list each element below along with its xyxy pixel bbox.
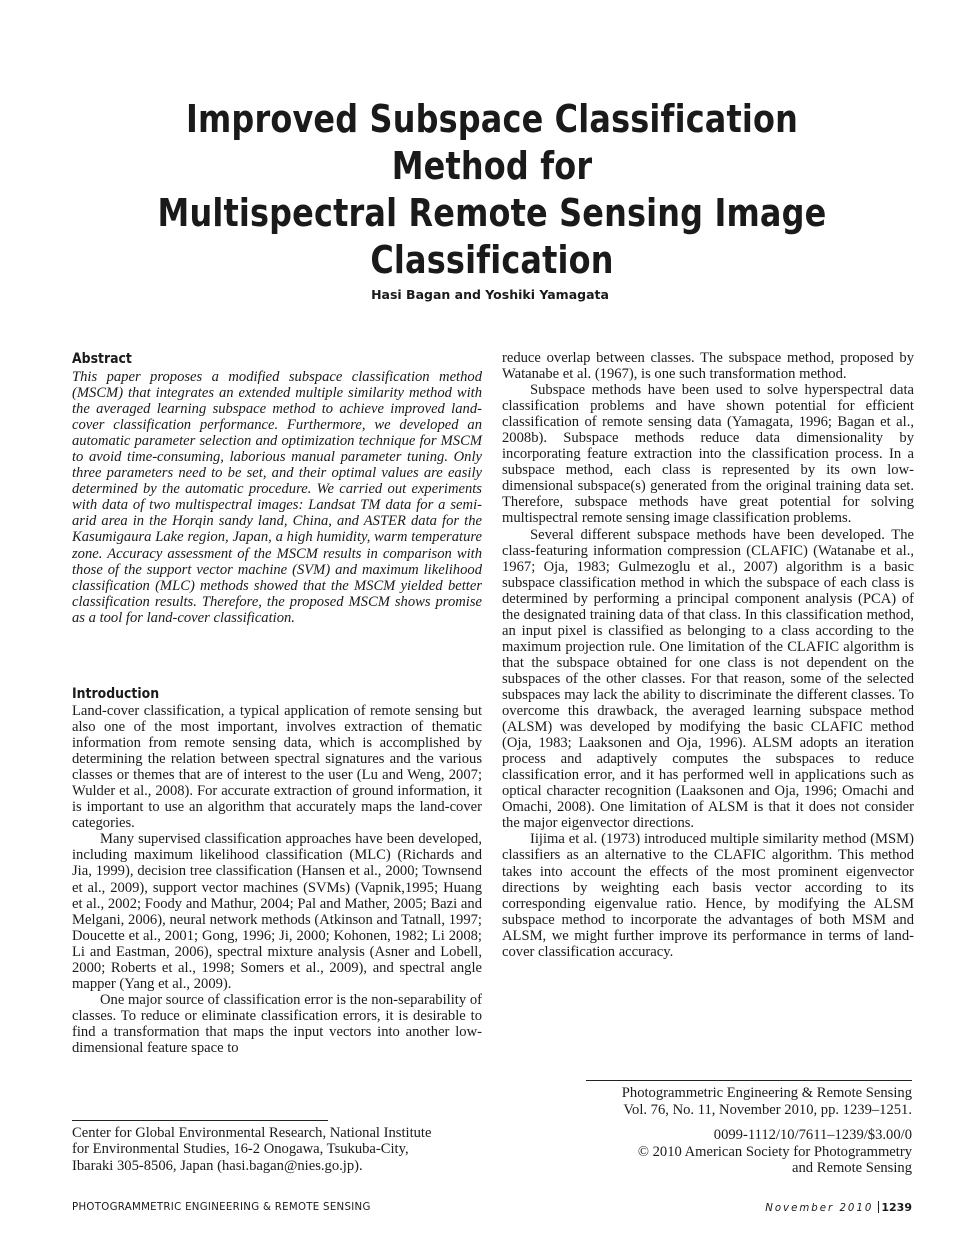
body-paragraph: reduce overlap between classes. The subspace method, proposed by Watanabe et al. (1967), is one such transformation method. [502,350,914,383]
journal-rights-line: © 2010 American Society for Photogrammetry [637,1143,912,1160]
title-line: Classification [370,238,614,282]
title-line: Multispectral Remote Sensing Image [157,191,827,235]
abstract-heading: Abstract [72,351,132,367]
journal-citation-line: Photogrammetric Engineering & Remote Sensing [621,1085,912,1101]
page-number: 1239 [881,1201,912,1214]
footnote-line: for Environmental Studies, 16-2 Onogawa, Tsukuba-City, [72,1141,409,1158]
footer-journal-name: PHOTOGRAMMETRIC ENGINEERING & REMOTE SENSING [72,1202,371,1213]
affiliation-footnote [72,1125,482,1174]
footnote-line: Center for Global Environmental Research, National Institute [72,1125,432,1141]
body-paragraph: One major source of classification error is the non-separability of classes. To reduce or eliminate classification errors, it is desirable to find a transformation that maps the input vectors into another low-dimensional feature space to [72,991,482,1056]
footer-month: November 2010 [765,1203,874,1214]
introduction-text [72,703,482,1056]
journal-rights-line: and Remote Sensing [792,1160,912,1177]
body-paragraph: Subspace methods have been used to solve hyperspectral data classification problems and have shown potential for efficient classification of remote sensing data (Yamagata, 1996; Bagan et al., 2008b). Subspace methods reduce data dimensionality by incorporating feature extraction into the classification process. In a subspace method, each class is represented by its own low-dimensional subspace(s) generated from the original training data set. Therefore, subspace methods have great potential for solving multispectral remote sensing image classification problems. [502,382,914,527]
author-list: Hasi Bagan and Yoshiki Yamagata [371,287,609,302]
journal-citation-line: Vol. 76, No. 11, November 2010, pp. 1239–1251. [623,1101,912,1118]
footnote-line: Ibaraki 305-8506, Japan (hasi.bagan@nies.go.jp). [72,1157,363,1174]
introduction-heading: Introduction [72,686,160,702]
journal-rights-line: 0099-1112/10/7611–1239/$3.00/0 [713,1127,912,1144]
abstract-text [72,369,482,626]
footnote-rule [72,1120,328,1121]
footer-divider [878,1201,879,1213]
body-paragraph: Several different subspace methods have been developed. The class-featuring information compression (CLAFIC) (Watanabe et al., 1967; Oja, 1983; Gulmezoglu et al., 2007) algorithm is a basic subspace classification method in which the subspace of each class is determined by performing a principal component analysis (PCA) of the designated training data of that class. In this classification method, an input pixel is classified as belonging to a class according to the maximum projection rule. One limitation of the CLAFIC algorithm is that the subspace obtained for one class is not dependent on the subspaces of the other classes. For that reason, some of the selected subspaces may lack the ability to discriminate the different classes. To overcome this drawback, the averaged learning subspace method (ALSM) was developed by modifying the basic CLAFIC method (Oja, 1983; Laaksonen and Oja, 1996). ALSM adopts an iteration process and adaptively computes the subspaces to reduce classification error, and it has performed well in applications such as optical character recognition (Laaksonen and Oja, 1996; Omachi and Omachi, 2008). One limitation of ALSM is that it does not consider the major eigenvector directions. [502,526,914,832]
right-column-text [502,350,914,960]
footer-page-info [740,1201,912,1214]
journal-info [560,1085,912,1177]
body-paragraph: Many supervised classification approaches have been developed, including maximum likelihood classification (MLC) (Richards and Jia, 1999), decision tree classification (Hansen et al., 2000; Townsend et al., 2009), support vector machines (SVMs) (Vapnik,1995; Huang et al., 2002; Foody and Mathur, 2004; Pal and Mather, 2005; Bazi and Melgani, 2006), neural network methods (Atkinson and Tatnall, 1997; Doucette et al., 2001; Gong, 1996; Ji, 2000; Kohonen, 1982; Li 2008; Li and Eastman, 2006), spectral mixture analysis (Asner and Lobell, 2000; Roberts et al., 1998; Somers et al., 2009), and spectral angle mapper (Yang et al., 2009). [72,831,482,992]
title-line: Improved Subspace Classification Method for [185,97,799,188]
body-paragraph: Land-cover classification, a typical application of remote sensing but also one of the most important, involves extraction of thematic information from remote sensing data, which is accomplished by determining the relation between spectral signatures and the various classes or themes that are of interest to the user (Lu and Weng, 2007; Wulder et al., 2008). For accurate extraction of ground information, it is important to use an algorithm that accurately maps the land-cover categories. [72,703,482,832]
abstract-paragraph: This paper proposes a modified subspace classification method (MSCM) that integrates an extended multiple similarity method with the averaged learning subspace method to achieve improved land-cover classification performance. Furthermore, we developed an automatic parameter selection and optimization technique for MSCM to avoid time-consuming, laborious manual parameter tuning. Only three parameters need to be set, and their optimal values are easily determined by the automatic procedure. We carried out experiments with data of two multispectral images: Landsat TM data for a semi-arid area in the Horqin sandy land, China, and ASTER data for the Kasumigaura Lake region, Japan, a high humidity, warm temperature zone. Accuracy assessment of the MSCM results in comparison with those of the support vector machine (SVM) and maximum likelihood classification (MLC) methods showed that the MSCM yielded better classification results. Therefore, the proposed MSCM shows promise as a tool for land-cover classification. [72,369,482,626]
journal-info-spacer [560,1118,912,1127]
paper-title [129,96,855,284]
journal-info-rule [586,1080,912,1081]
body-paragraph: Iijima et al. (1973) introduced multiple similarity method (MSM) classifiers as an alternative to the CLAFIC algorithm. This method takes into account the effects of the most prominent eigenvector directions by weighting each basis vector according to its corresponding eigenvalue ratio. Hence, by modifying the ALSM subspace method to incorporate the advantages of both MSM and ALSM, we might further improve its performance in terms of land-cover classification accuracy. [502,831,914,960]
